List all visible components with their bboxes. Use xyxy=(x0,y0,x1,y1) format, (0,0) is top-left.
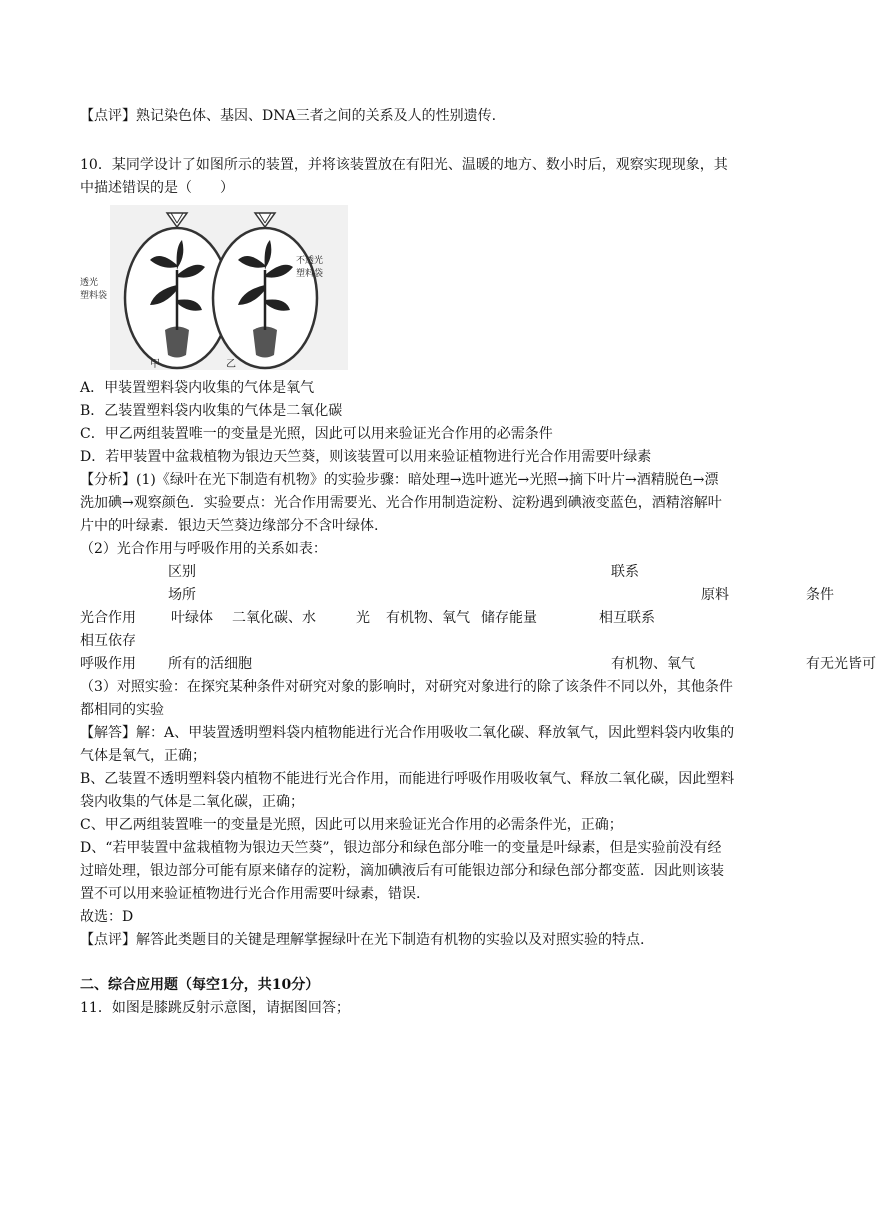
question-text-line1: 10．某同学设计了如图所示的装置，并将该装置放在有阳光、温暖的地方、数小时后，观察实现现象，其 xyxy=(80,157,728,173)
table-row1-relation: 相互联系 xyxy=(599,610,655,626)
answer-line2: 气体是氧气，正确； xyxy=(80,748,206,764)
experiment-figure xyxy=(80,205,348,370)
right-bag-label-1: 不透光 xyxy=(296,256,324,266)
table-row1-product: 有机物、氧气 xyxy=(386,610,470,626)
table-header-place: 场所 xyxy=(168,587,196,603)
left-bag-label-2: 塑料袋 xyxy=(80,291,108,301)
table-row1-name: 光合作用 xyxy=(80,610,136,626)
answer-line7: 过暗处理，银边部分可能有原来储存的淀粉，滴加碘液后有可能银边部分和绿色部分都变蓝．因此则该装 xyxy=(80,863,724,879)
answer-line4: 袋内收集的气体是二氧化碳，正确； xyxy=(80,794,304,810)
table-row2-name: 呼吸作用 xyxy=(80,656,136,672)
option-d: D．若甲装置中盆栽植物为银边天竺葵，则该装置可以用来验证植物进行光合作用需要叶绿素 xyxy=(80,449,652,465)
table-row2-condition: 有无光皆可 xyxy=(806,656,876,672)
table-row1-material: 二氧化碳、水 xyxy=(232,610,316,626)
answer-comment: 【点评】解答此类题目的关键是理解掌握绿叶在光下制造有机物的实验以及对照实验的特点. xyxy=(80,932,645,948)
table-header-difference: 区别 xyxy=(168,564,196,580)
table-row2-material: 有机物、氧气 xyxy=(611,656,695,672)
table-row1-cont: 相互依存 xyxy=(80,633,136,649)
analysis3-line2: 都相同的实验 xyxy=(80,702,164,718)
question-text-line2: 中描述错误的是（ ） xyxy=(80,180,234,196)
answer-line3: B、乙装置不透明塑料袋内植物不能进行光合作用，而能进行呼吸作用吸收氧气、释放二氧化碳，因此塑料 xyxy=(80,771,735,787)
option-a: A．甲装置塑料袋内收集的气体是氧气 xyxy=(80,380,315,396)
analysis-line2: 洗加碘→观察颜色．实验要点：光合作用需要光、光合作用制造淀粉、淀粉遇到碘液变蓝色，酒精溶解叶 xyxy=(80,495,722,511)
option-c: C．甲乙两组装置唯一的变量是光照，因此可以用来验证光合作用的必需条件 xyxy=(80,426,553,442)
answer-line8: 置不可以用来验证植物进行光合作用需要叶绿素，错误. xyxy=(80,886,421,902)
table-row1-condition: 光 xyxy=(356,610,370,626)
right-caption: 乙 xyxy=(226,359,236,370)
table-row1-energy: 储存能量 xyxy=(481,610,537,626)
option-b: B．乙装置塑料袋内收集的气体是二氧化碳 xyxy=(80,403,343,419)
table-row1-place: 叶绿体 xyxy=(171,610,213,626)
analysis-line3: 片中的叶绿素．银边天竺葵边缘部分不含叶绿体. xyxy=(80,518,379,534)
analysis-line1: 【分析】(1)《绿叶在光下制造有机物》的实验步骤：暗处理→选叶遮光→光照→摘下叶片→酒精脱色→漂 xyxy=(80,472,719,488)
intro-comment: 【点评】熟记染色体、基因、DNA三者之间的关系及人的性别遗传. xyxy=(80,108,497,124)
answer-line1: 【解答】解：A、甲装置透明塑料袋内植物能进行光合作用吸收二氧化碳、释放氧气，因此塑料袋内收集的 xyxy=(80,725,735,741)
section-title: 二、综合应用题（每空1分，共10分） xyxy=(80,977,320,993)
left-caption: 甲 xyxy=(150,359,160,370)
table-header-relation: 联系 xyxy=(611,564,639,580)
analysis-line4: （2）光合作用与呼吸作用的关系如表： xyxy=(80,541,327,557)
question11-text: 11．如图是膝跳反射示意图，请据图回答； xyxy=(80,1000,350,1016)
answer-line5: C、甲乙两组装置唯一的变量是光照，因此可以用来验证光合作用的必需条件光，正确； xyxy=(80,817,623,833)
opaque-bag-device xyxy=(213,213,317,368)
right-bag-label-2: 塑料袋 xyxy=(296,269,324,279)
analysis3-line1: （3）对照实验：在探究某种条件对研究对象的影响时，对研究对象进行的除了该条件不同以外，其他条件 xyxy=(80,679,733,695)
table-header-material: 原料 xyxy=(701,587,729,603)
table-row2-place: 所有的活细胞 xyxy=(168,656,252,672)
table-header-condition: 条件 xyxy=(806,587,834,603)
answer-line6: D、“若甲装置中盆栽植物为银边天竺葵”，银边部分和绿色部分唯一的变量是叶绿素，但是实验前没有经 xyxy=(80,840,722,856)
answer-choice: 故选：D xyxy=(80,909,134,925)
left-bag-label-1: 透光 xyxy=(80,278,99,288)
